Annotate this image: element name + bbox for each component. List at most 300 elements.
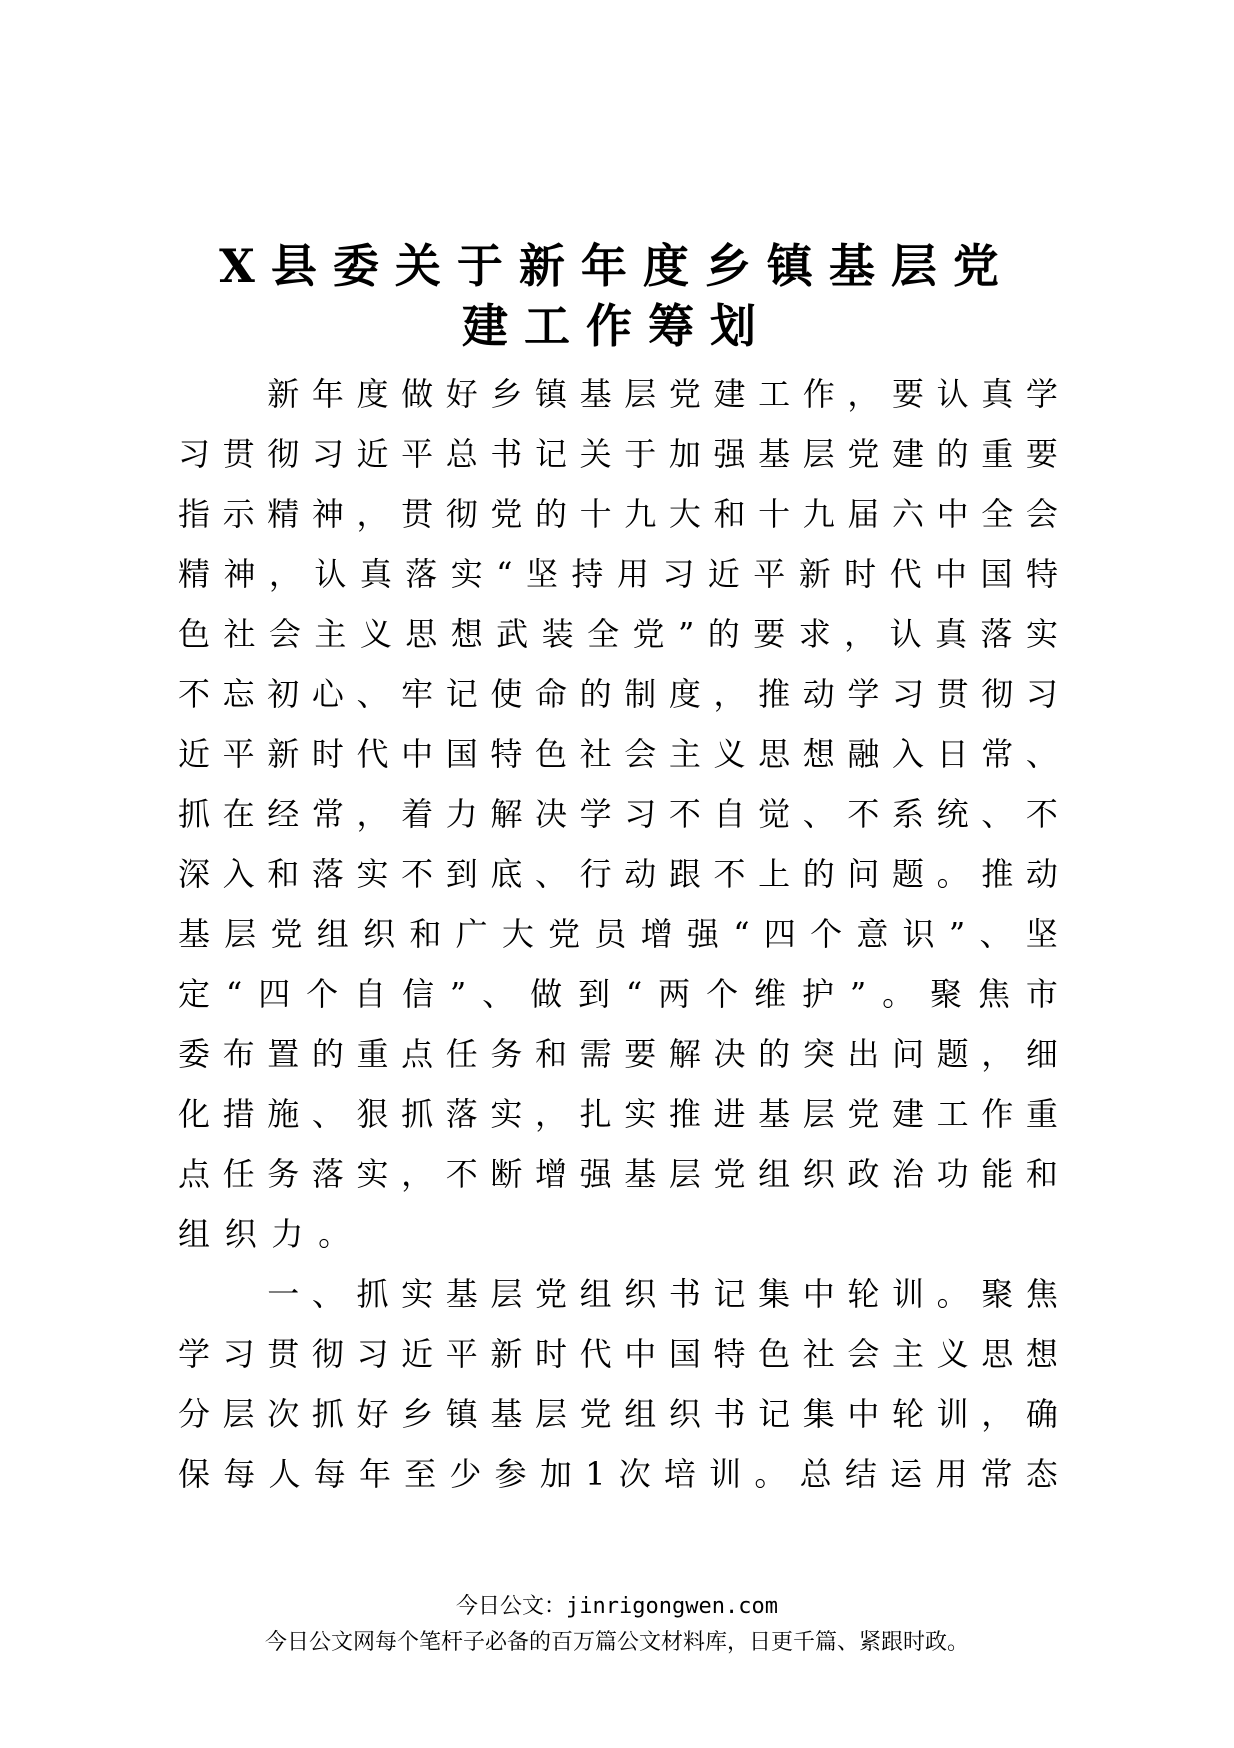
char: 参 xyxy=(494,1455,527,1493)
char: 记 xyxy=(758,1395,791,1433)
char: 市 xyxy=(1025,975,1058,1013)
char: 时 xyxy=(535,1335,568,1373)
char: 题 xyxy=(892,855,925,893)
char: ， xyxy=(401,1155,434,1193)
text-line xyxy=(178,484,1058,544)
char: 突 xyxy=(802,1035,835,1073)
char: 重 xyxy=(356,1035,389,1073)
char: 广 xyxy=(455,915,488,953)
char: 意 xyxy=(856,915,889,953)
char: 决 xyxy=(535,795,568,833)
char: 一 xyxy=(267,1275,300,1313)
char: 要 xyxy=(753,615,786,653)
char: 组 xyxy=(579,1275,612,1313)
char: 不 xyxy=(847,795,880,833)
footer-tagline: 今日公文网每个笔杆子必备的百万篇公文材料库，日更千篇、紧跟时政。 xyxy=(264,1630,969,1655)
char: 抓 xyxy=(401,1095,434,1133)
char: 作 xyxy=(981,1095,1014,1133)
char: 平 xyxy=(753,555,786,593)
char: 、 xyxy=(979,915,1012,953)
char: 基 xyxy=(579,375,612,413)
text-line xyxy=(178,364,1058,424)
char: 个 xyxy=(706,975,739,1013)
char: 中 xyxy=(624,1335,657,1373)
char: 基 xyxy=(758,1095,791,1133)
char: 学 xyxy=(847,675,880,713)
char: 、 xyxy=(356,675,389,713)
char: 持 xyxy=(571,555,604,593)
char: 织 xyxy=(802,1155,835,1193)
char: 落 xyxy=(445,1095,478,1133)
char: 届 xyxy=(847,495,880,533)
char: 政 xyxy=(847,1155,880,1193)
char: 精 xyxy=(267,495,300,533)
char: 特 xyxy=(713,1335,746,1373)
char: 要 xyxy=(892,375,925,413)
char: 精 xyxy=(178,555,211,593)
char: 觉 xyxy=(758,795,791,833)
char: 点 xyxy=(178,1155,211,1193)
char: 训 xyxy=(936,1395,969,1433)
char: 新 xyxy=(798,555,831,593)
text-line xyxy=(178,1384,1058,1444)
char: 习 xyxy=(222,1335,255,1373)
char: 使 xyxy=(490,675,523,713)
char: 贯 xyxy=(222,435,255,473)
char: 动 xyxy=(1025,855,1058,893)
char: 建 xyxy=(892,435,925,473)
char: 年 xyxy=(358,1455,391,1493)
char: ， xyxy=(535,1095,568,1133)
char: 至 xyxy=(404,1455,437,1493)
char: 记 xyxy=(535,435,568,473)
char: 要 xyxy=(1025,435,1058,473)
section-1-heading-line xyxy=(178,1264,1058,1324)
char: 党 xyxy=(713,1155,746,1193)
char: 落 xyxy=(311,1155,344,1193)
char: 义 xyxy=(936,1335,969,1373)
char: 层 xyxy=(535,1395,568,1433)
char: 护 xyxy=(801,975,834,1013)
char: 实 xyxy=(624,1095,657,1133)
char: 党 xyxy=(535,1275,568,1313)
char: 加 xyxy=(539,1455,572,1493)
char: 的 xyxy=(936,435,969,473)
char: 四 xyxy=(258,975,291,1013)
char: 牢 xyxy=(401,675,434,713)
text-line xyxy=(178,1324,1058,1384)
char: 统 xyxy=(936,795,969,833)
text-line xyxy=(178,1444,1058,1504)
char: 习 xyxy=(624,795,657,833)
footer-site-domain[interactable]: jinrigongwen.com xyxy=(566,1594,778,1619)
char: 运 xyxy=(890,1455,923,1493)
char: 学 xyxy=(1025,375,1058,413)
char: 、 xyxy=(535,855,568,893)
char: 认 xyxy=(889,615,922,653)
char: ， xyxy=(356,795,389,833)
char: 次 xyxy=(267,1395,300,1433)
char: 两 xyxy=(658,975,691,1013)
char: 入 xyxy=(892,735,925,773)
char: 党 xyxy=(490,495,523,533)
char: 保 xyxy=(178,1455,211,1493)
char: 培 xyxy=(663,1455,696,1493)
char: 落 xyxy=(311,855,344,893)
char: 融 xyxy=(847,735,880,773)
char: 、 xyxy=(482,975,515,1013)
char: 彻 xyxy=(267,435,300,473)
char: 坚 xyxy=(1025,915,1058,953)
char: 自 xyxy=(354,975,387,1013)
char: 用 xyxy=(935,1455,968,1493)
char: 基 xyxy=(624,1155,657,1193)
document-title-line-2: 建工作筹划 xyxy=(462,299,772,353)
char: 狠 xyxy=(356,1095,389,1133)
char: 国 xyxy=(980,555,1013,593)
char: 平 xyxy=(445,1335,478,1373)
char: 和 xyxy=(713,495,746,533)
char: 信 xyxy=(401,975,434,1013)
char: 的 xyxy=(579,675,612,713)
char: 中 xyxy=(936,495,969,533)
char: 断 xyxy=(490,1155,523,1193)
char: 确 xyxy=(1025,1395,1058,1433)
char: 六 xyxy=(892,495,925,533)
char: 常 xyxy=(311,795,344,833)
char: 年 xyxy=(311,375,344,413)
char: 乡 xyxy=(401,1395,434,1433)
char: 的 xyxy=(311,1035,344,1073)
char xyxy=(178,1264,210,1324)
char: 组 xyxy=(316,915,349,953)
char: 需 xyxy=(579,1035,612,1073)
char: 忘 xyxy=(222,675,255,713)
char: 代 xyxy=(889,555,922,593)
char: 记 xyxy=(445,675,478,713)
char: 个 xyxy=(306,975,339,1013)
char: 认 xyxy=(936,375,969,413)
char: 真 xyxy=(359,555,392,593)
char: 层 xyxy=(624,375,657,413)
char: 强 xyxy=(713,435,746,473)
footer-site xyxy=(0,1590,1234,1624)
char: 轮 xyxy=(847,1275,880,1313)
text-line xyxy=(178,784,1058,844)
char: 习 xyxy=(311,435,344,473)
text-line xyxy=(178,724,1058,784)
char: 和 xyxy=(1025,1155,1058,1193)
char: 新 xyxy=(490,1335,523,1373)
char: 大 xyxy=(501,915,534,953)
text-line: 组织力。 xyxy=(178,1215,365,1253)
char: 关 xyxy=(579,435,612,473)
text-line xyxy=(178,424,1058,484)
char: 认 xyxy=(314,555,347,593)
char: 决 xyxy=(713,1035,746,1073)
char: 、 xyxy=(1025,735,1058,773)
char: 训 xyxy=(709,1455,742,1493)
char: 布 xyxy=(222,1035,255,1073)
char: 强 xyxy=(579,1155,612,1193)
char: ” xyxy=(849,975,867,1013)
char: 的 xyxy=(758,1035,791,1073)
char: 基 xyxy=(178,915,211,953)
char: 。 xyxy=(936,1275,969,1313)
char: 层 xyxy=(490,1275,523,1313)
char: 力 xyxy=(445,795,478,833)
text-line xyxy=(178,544,1058,604)
char: 实 xyxy=(450,555,483,593)
char: 组 xyxy=(624,1395,657,1433)
document-title-line-1: X县委关于新年度乡镇基层党 xyxy=(219,239,1015,293)
char: 中 xyxy=(802,1275,835,1313)
char: ， xyxy=(844,615,877,653)
char: “ xyxy=(496,555,513,593)
char: 个 xyxy=(810,915,843,953)
char: 抓 xyxy=(178,795,211,833)
char: 想 xyxy=(802,735,835,773)
char: 会 xyxy=(1025,495,1058,533)
char: 、 xyxy=(311,1275,344,1313)
char: 习 xyxy=(662,555,695,593)
char: 到 xyxy=(445,855,478,893)
char: 建 xyxy=(713,375,746,413)
char: 不 xyxy=(178,675,211,713)
char: 制 xyxy=(624,675,657,713)
char: 于 xyxy=(624,435,657,473)
text-line xyxy=(178,1084,1058,1144)
char: 指 xyxy=(178,495,211,533)
char: 轮 xyxy=(892,1395,925,1433)
char: 进 xyxy=(713,1095,746,1133)
char: 到 xyxy=(577,975,610,1013)
char: 度 xyxy=(668,675,701,713)
char: 任 xyxy=(222,1155,255,1193)
char: 工 xyxy=(758,375,791,413)
char: “ xyxy=(733,915,750,953)
char: 乡 xyxy=(490,375,523,413)
char: 能 xyxy=(981,1155,1014,1193)
char: 识 xyxy=(902,915,935,953)
char: 实 xyxy=(356,855,389,893)
char: 和 xyxy=(409,915,442,953)
char: ” xyxy=(948,915,966,953)
char: 深 xyxy=(178,855,211,893)
char: ， xyxy=(981,1035,1014,1073)
char: 新 xyxy=(267,735,300,773)
char: 置 xyxy=(267,1035,300,1073)
char: 党 xyxy=(632,615,665,653)
char: 主 xyxy=(892,1335,925,1373)
char: 想 xyxy=(1025,1335,1058,1373)
char: 思 xyxy=(405,615,438,653)
char: 时 xyxy=(844,555,877,593)
char: 增 xyxy=(640,915,673,953)
char: 少 xyxy=(449,1455,482,1493)
char: 书 xyxy=(668,1275,701,1313)
char: 日 xyxy=(936,735,969,773)
char: “ xyxy=(625,975,643,1013)
char: 经 xyxy=(267,795,300,833)
char: 系 xyxy=(892,795,925,833)
char: 色 xyxy=(178,615,211,653)
char: 做 xyxy=(401,375,434,413)
char xyxy=(223,1264,255,1324)
char: 。 xyxy=(754,1455,787,1493)
char: 跟 xyxy=(668,855,701,893)
char: 自 xyxy=(713,795,746,833)
char: 焦 xyxy=(1025,1275,1058,1313)
char: 实 xyxy=(401,1275,434,1313)
char: 近 xyxy=(356,435,389,473)
char: 不 xyxy=(713,855,746,893)
char: 员 xyxy=(594,915,627,953)
char: 贯 xyxy=(267,1335,300,1373)
section-1-paragraph xyxy=(178,1324,1058,1504)
char: 上 xyxy=(758,855,791,893)
char: 求 xyxy=(798,615,831,653)
char: 务 xyxy=(490,1035,523,1073)
char: 不 xyxy=(668,795,701,833)
char: 落 xyxy=(405,555,438,593)
char: 命 xyxy=(535,675,568,713)
text-line xyxy=(178,604,1058,664)
char: 结 xyxy=(844,1455,877,1493)
char: ” xyxy=(449,975,467,1013)
char: ， xyxy=(981,1395,1014,1433)
intro-paragraph xyxy=(178,364,1058,1264)
char: 平 xyxy=(222,735,255,773)
char: 学 xyxy=(178,1335,211,1373)
char: 真 xyxy=(935,615,968,653)
char: 抓 xyxy=(311,1395,344,1433)
char: 集 xyxy=(758,1275,791,1313)
char: 会 xyxy=(624,735,657,773)
char: 学 xyxy=(579,795,612,833)
char: 点 xyxy=(401,1035,434,1073)
char: 的 xyxy=(535,495,568,533)
char: 特 xyxy=(1025,555,1058,593)
char: 维 xyxy=(754,975,787,1013)
char: 九 xyxy=(802,495,835,533)
char: 人 xyxy=(268,1455,301,1493)
char: 想 xyxy=(450,615,483,653)
char: 全 xyxy=(981,495,1014,533)
char: 层 xyxy=(668,1155,701,1193)
char: 习 xyxy=(178,435,211,473)
char: 国 xyxy=(668,1335,701,1373)
char: 中 xyxy=(401,735,434,773)
char: 治 xyxy=(892,1155,925,1193)
char: 时 xyxy=(311,735,344,773)
char: 近 xyxy=(178,735,211,773)
char: 和 xyxy=(267,855,300,893)
char: 每 xyxy=(223,1455,256,1493)
char: 聚 xyxy=(981,1275,1014,1313)
char: 全 xyxy=(587,615,620,653)
char: 层 xyxy=(224,915,257,953)
char: 党 xyxy=(579,1395,612,1433)
char: 的 xyxy=(802,855,835,893)
char: 彻 xyxy=(311,1335,344,1373)
char: 神 xyxy=(311,495,344,533)
char: 增 xyxy=(535,1155,568,1193)
char: ” xyxy=(677,615,695,653)
char: 党 xyxy=(847,435,880,473)
char: 委 xyxy=(178,1035,211,1073)
char: 训 xyxy=(892,1275,925,1313)
text-line xyxy=(178,844,1058,904)
char: 加 xyxy=(668,435,701,473)
char: 焦 xyxy=(977,975,1010,1013)
char: 抓 xyxy=(356,1275,389,1313)
char: 态 xyxy=(1025,1455,1058,1493)
char: 问 xyxy=(892,1035,925,1073)
char: 社 xyxy=(579,735,612,773)
char: 神 xyxy=(223,555,256,593)
char: 基 xyxy=(490,1395,523,1433)
char xyxy=(178,364,210,424)
char: 定 xyxy=(178,975,211,1013)
char: 习 xyxy=(356,1335,389,1373)
char: 1 xyxy=(585,1455,606,1493)
char: 初 xyxy=(267,675,300,713)
char: 建 xyxy=(892,1095,925,1133)
char: 近 xyxy=(401,1335,434,1373)
char: 不 xyxy=(1025,795,1058,833)
char: 好 xyxy=(356,1395,389,1433)
char: 武 xyxy=(496,615,529,653)
char: 、 xyxy=(802,795,835,833)
char: 习 xyxy=(1025,675,1058,713)
char: 扎 xyxy=(579,1095,612,1133)
char: 和 xyxy=(535,1035,568,1073)
char: 贯 xyxy=(401,495,434,533)
char: 的 xyxy=(707,615,740,653)
char: ， xyxy=(847,375,880,413)
char: ， xyxy=(713,675,746,713)
char: 新 xyxy=(267,375,300,413)
char: 书 xyxy=(713,1395,746,1433)
char: 功 xyxy=(936,1155,969,1193)
char: 织 xyxy=(668,1395,701,1433)
char: 不 xyxy=(401,855,434,893)
char: 义 xyxy=(713,735,746,773)
char: 。 xyxy=(936,855,969,893)
char: 镇 xyxy=(535,375,568,413)
char: 推 xyxy=(981,855,1014,893)
char: 书 xyxy=(490,435,523,473)
char: 推 xyxy=(668,1095,701,1133)
char: 色 xyxy=(758,1335,791,1373)
footer-site-label: 今日公文： xyxy=(456,1594,567,1619)
char: 问 xyxy=(847,855,880,893)
char: 动 xyxy=(624,855,657,893)
char: 十 xyxy=(579,495,612,533)
char: 实 xyxy=(1025,615,1058,653)
char: 党 xyxy=(548,915,581,953)
char: 记 xyxy=(713,1275,746,1313)
char: 重 xyxy=(981,435,1014,473)
char: 作 xyxy=(802,375,835,413)
char: 代 xyxy=(579,1335,612,1373)
text-line xyxy=(178,664,1058,724)
char: 解 xyxy=(490,795,523,833)
char: ， xyxy=(268,555,301,593)
char: 层 xyxy=(222,1395,255,1433)
char: 务 xyxy=(267,1155,300,1193)
